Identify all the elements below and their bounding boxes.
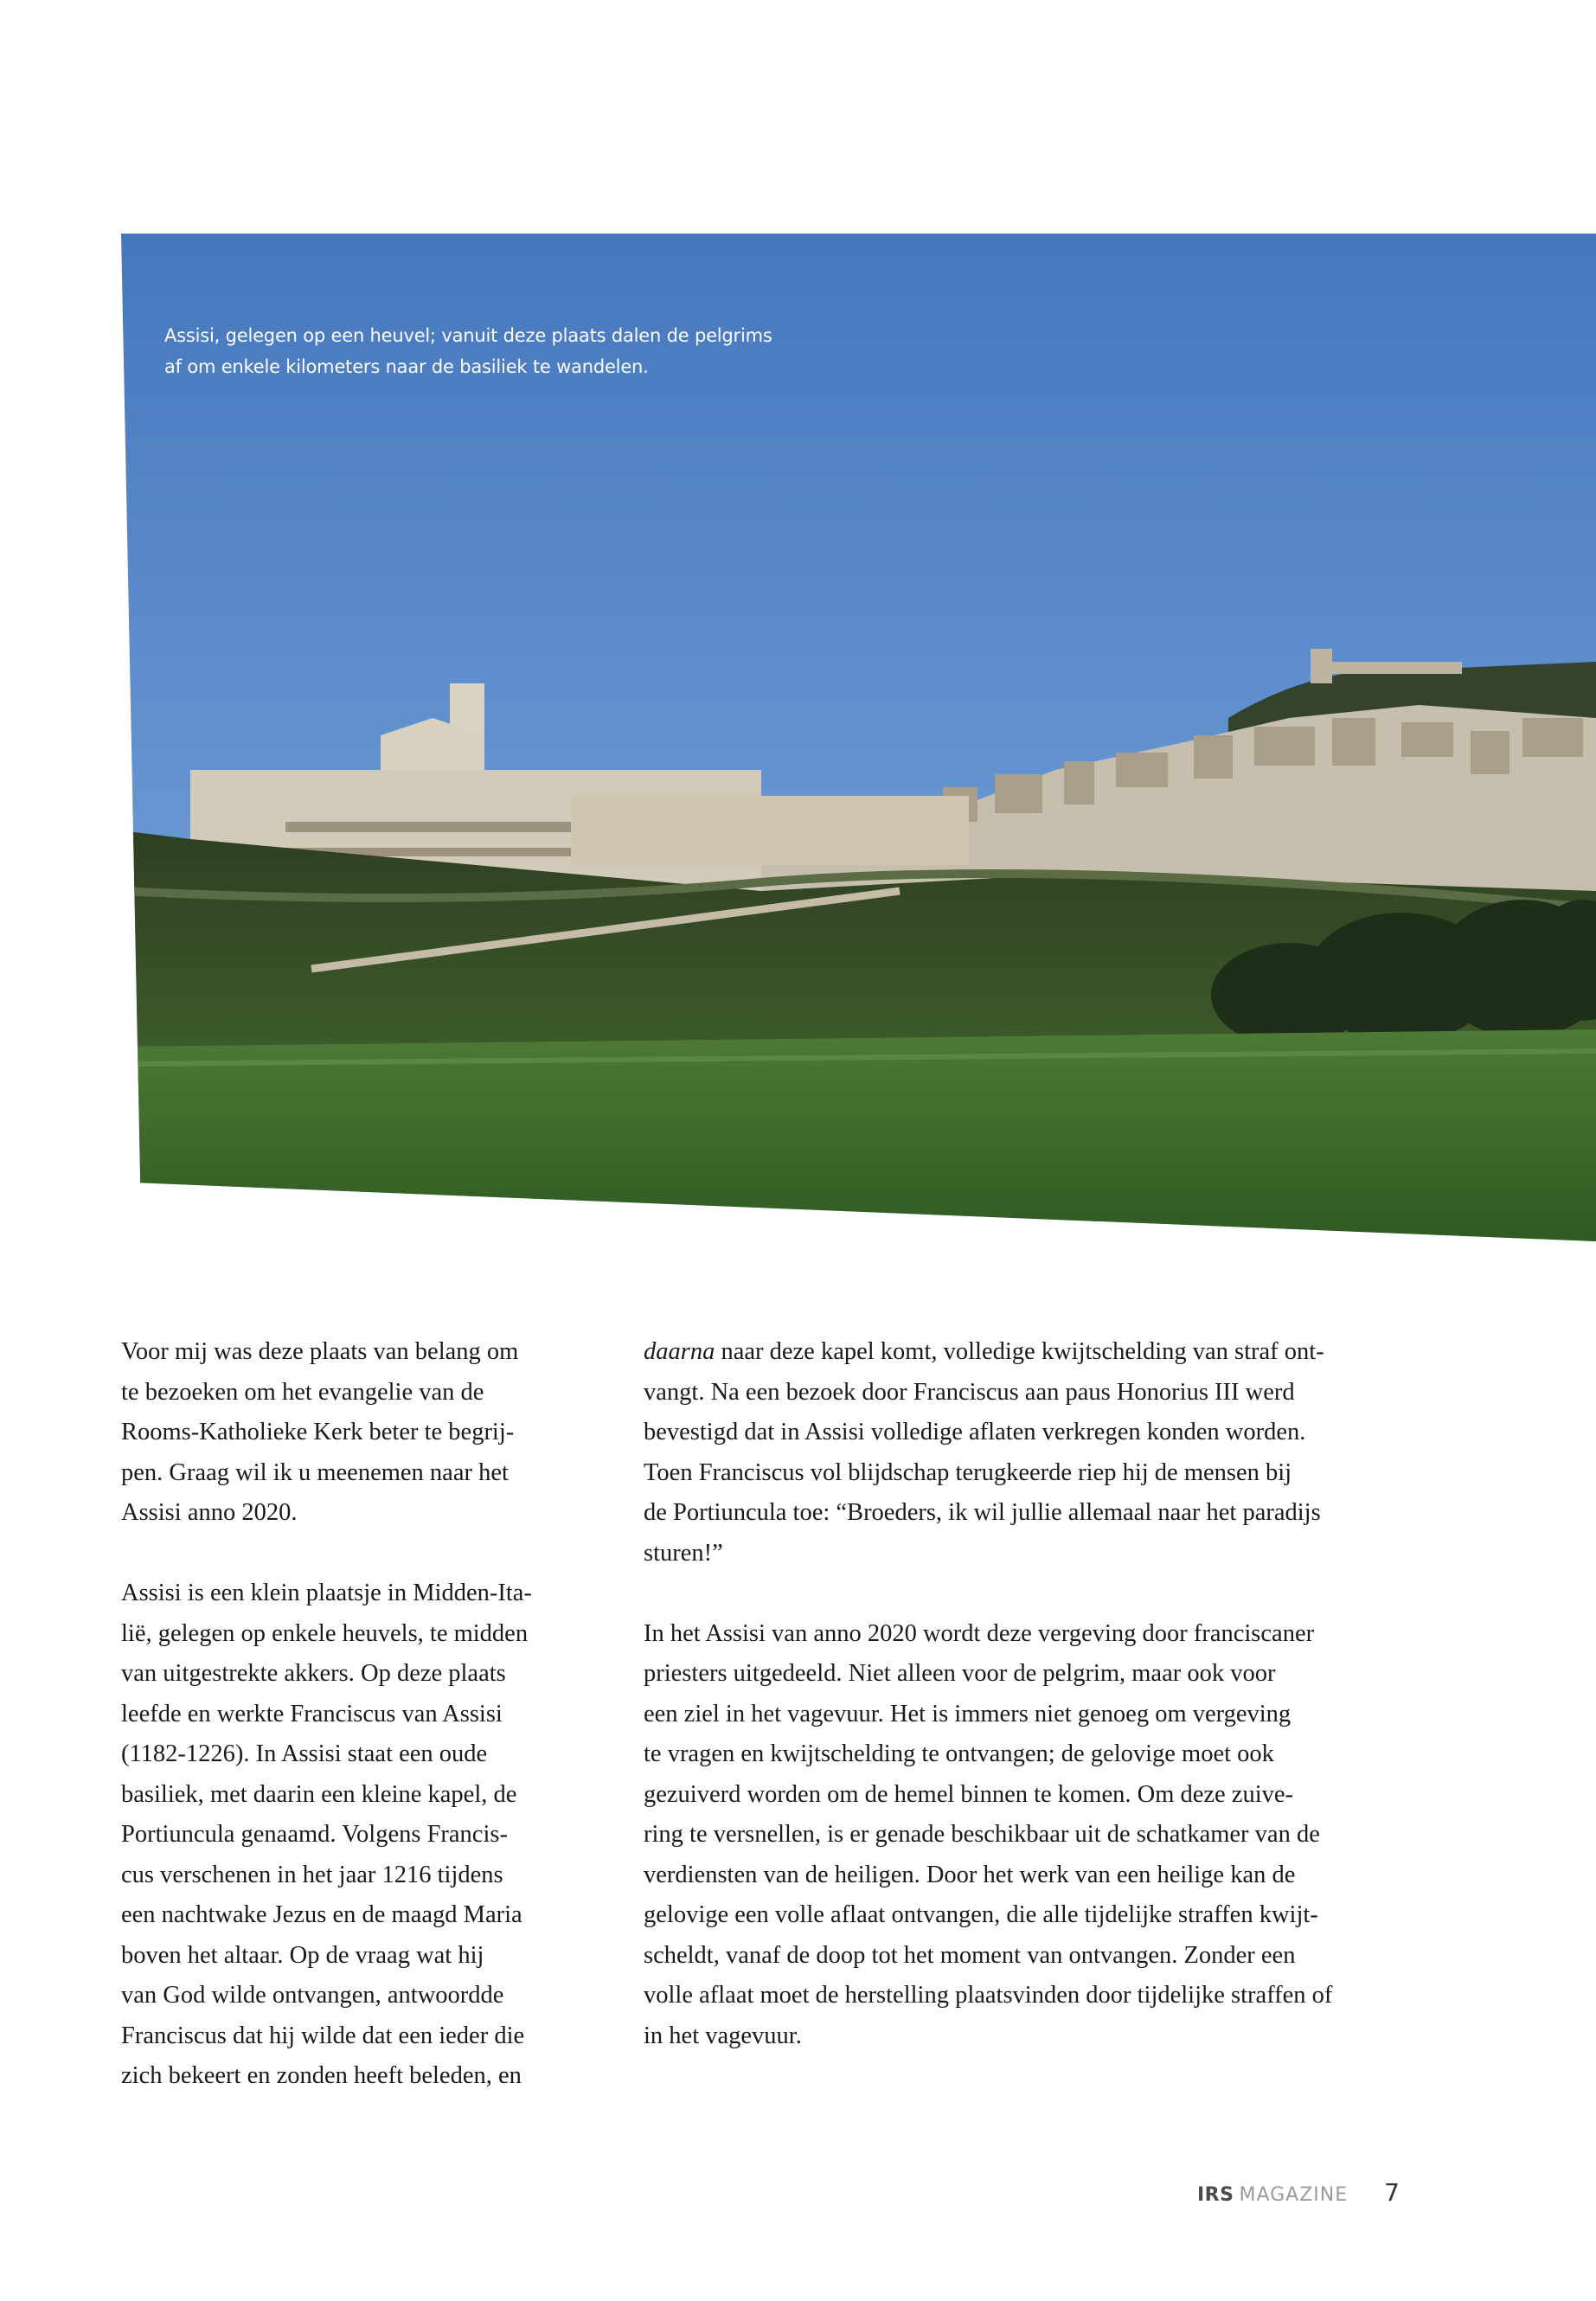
text-line: Franciscus dat hij wilde dat een ieder die <box>121 2022 525 2049</box>
footer-brand: IRS <box>1197 2184 1234 2206</box>
text-span: naar deze kapel komt, volledige kwijtschelding van straf ont- <box>715 1338 1324 1365</box>
text-line: Toen Franciscus vol blijdschap terugkeerde riep hij de mensen bij <box>644 1458 1292 1486</box>
caption-line: af om enkele kilometers naar de basiliek te wandelen. <box>164 356 649 377</box>
text-line: van uitgestrekte akkers. Op deze plaats <box>121 1660 506 1687</box>
text-line: Portiuncula genaamd. Volgens Francis- <box>121 1821 508 1848</box>
text-line: In het Assisi van anno 2020 wordt deze vergeving door franciscaner <box>644 1619 1315 1647</box>
text-line: volle aflaat moet de herstelling plaatsvinden door tijdelijke straffen of <box>644 1982 1333 2009</box>
text-line: gezuiverd worden om de hemel binnen te komen. Om deze zuive- <box>644 1780 1294 1808</box>
photo-caption <box>164 320 787 382</box>
page-footer <box>1197 2178 1400 2207</box>
assisi-hill-photo-icon <box>121 234 1596 1241</box>
emphasis-word: daarna <box>644 1338 715 1365</box>
assisi-photo <box>121 234 1596 1241</box>
text-line: bevestigd dat in Assisi volledige aflaten verkregen konden worden. <box>644 1419 1306 1445</box>
text-line: Rooms-Katholieke Kerk beter te begrij- <box>121 1419 515 1445</box>
text-line: priesters uitgedeeld. Niet alleen voor de pelgrim, maar ook voor <box>644 1660 1276 1687</box>
text-line: leefde en werkte Franciscus van Assisi <box>121 1700 503 1727</box>
text-line: lië, gelegen op enkele heuvels, te midden <box>121 1619 529 1647</box>
footer-magazine: MAGAZINE <box>1239 2184 1349 2206</box>
text-line: verdiensten van de heiligen. Door het werk van een heilige kan de <box>644 1861 1296 1888</box>
right-column <box>644 1332 1413 2056</box>
text-line: sturen!” <box>644 1539 723 1567</box>
caption-line: Assisi, gelegen op een heuvel; vanuit deze plaats dalen de pelgrims <box>164 325 772 346</box>
text-line: Assisi is een klein plaatsje in Midden-Ita- <box>121 1580 532 1606</box>
text-line: scheldt, vanaf de doop tot het moment van ontvangen. Zonder een <box>644 1941 1296 1969</box>
page-number: 7 <box>1384 2178 1400 2207</box>
text-line: vangt. Na een bezoek door Franciscus aan paus Honorius III werd <box>644 1378 1295 1406</box>
text-line: Assisi anno 2020. <box>121 1499 298 1526</box>
text-line: Voor mij was deze plaats van belang om <box>121 1338 519 1365</box>
text-line: te bezoeken om het evangelie van de <box>121 1378 484 1406</box>
text-line: zich bekeert en zonden heeft beleden, en <box>121 2062 522 2089</box>
text-line: te vragen en kwijtschelding te ontvangen; de gelovige moet ook <box>644 1740 1274 1767</box>
text-line: ring te versnellen, is er genade beschikbaar uit de schatkamer van de <box>644 1821 1320 1848</box>
text-line: boven het altaar. Op de vraag wat hij <box>121 1941 484 1969</box>
text-line: de Portiuncula toe: “Broeders, ik wil jullie allemaal naar het paradijs <box>644 1499 1321 1526</box>
text-line: van God wilde ontvangen, antwoordde <box>121 1982 504 2009</box>
text-line: een nachtwake Jezus en de maagd Maria <box>121 1901 522 1928</box>
text-line: gelovige een volle aflaat ontvangen, die alle tijdelijke straffen kwijt- <box>644 1901 1318 1928</box>
text-line: (1182-1226). In Assisi staat een oude <box>121 1740 488 1767</box>
text-line <box>644 1332 1413 1373</box>
text-line: pen. Graag wil ik u meenemen naar het <box>121 1458 509 1486</box>
left-column <box>121 1332 580 2097</box>
text-line: cus verschenen in het jaar 1216 tijdens <box>121 1861 503 1888</box>
text-line: een ziel in het vagevuur. Het is immers niet genoeg om vergeving <box>644 1700 1292 1727</box>
text-line: basiliek, met daarin een kleine kapel, de <box>121 1780 517 1808</box>
text-line: in het vagevuur. <box>644 2022 802 2049</box>
